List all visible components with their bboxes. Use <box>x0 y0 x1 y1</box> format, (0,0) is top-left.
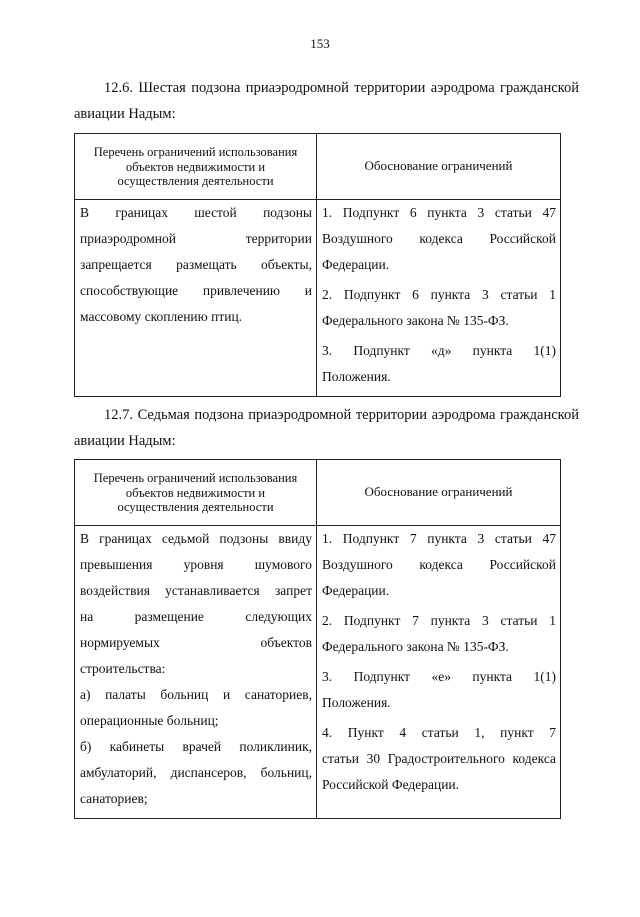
page-number: 153 <box>310 36 330 51</box>
restriction-line: а) палаты больниц и санаториев, <box>80 687 312 702</box>
restriction-line: строительства: <box>80 661 166 676</box>
justification-item <box>322 608 556 660</box>
restrictions-table-12-7 <box>74 459 561 819</box>
justification-line: Положения. <box>322 695 391 710</box>
justification-cell <box>317 200 561 397</box>
heading-line: авиации Надым: <box>74 106 176 122</box>
restriction-line: нормируемых объектов <box>80 635 312 650</box>
justification-line: Федерации. <box>322 583 390 598</box>
justification-line: Российской Федерации. <box>322 777 460 792</box>
restriction-line: способствующие привлечению и <box>80 283 312 298</box>
column-header-justification: Обоснование ограничений <box>317 134 561 200</box>
justification-cell <box>317 526 561 819</box>
justification-line: Положения. <box>322 369 391 384</box>
restriction-line: б) кабинеты врачей поликлиник, <box>80 739 312 754</box>
justification-line: 3. Подпункт «е» пункта 1(1) <box>322 669 556 684</box>
restriction-line: операционные больниц; <box>80 713 219 728</box>
justification-line: Воздушного кодекса Российской <box>322 231 556 246</box>
justification-item <box>322 664 556 716</box>
justification-line: 3. Подпункт «д» пункта 1(1) <box>322 343 556 358</box>
restriction-line: воздействия устанавливается запрет <box>80 583 312 598</box>
justification-line: статьи 30 Градостроительного кодекса <box>322 751 556 766</box>
restriction-line: превышения уровня шумового <box>80 557 312 572</box>
column-header-justification: Обоснование ограничений <box>317 460 561 526</box>
justification-line: Федерального закона № 135-ФЗ. <box>322 639 509 654</box>
justification-line: 2. Подпункт 6 пункта 3 статьи 1 <box>322 287 556 302</box>
restriction-line: запрещается размещать объекты, <box>80 257 312 272</box>
justification-item <box>322 338 556 390</box>
restriction-line: В границах шестой подзоны <box>80 205 312 220</box>
justification-line: 1. Подпункт 6 пункта 3 статьи 47 <box>322 205 556 220</box>
section-heading-12-7 <box>74 402 579 454</box>
restrictions-cell <box>75 526 317 819</box>
column-header-restrictions: Перечень ограничений использования объектов недвижимости и осуществления деятельности <box>75 134 317 200</box>
restriction-line: санаториев; <box>80 791 148 806</box>
restriction-line: массовому скоплению птиц. <box>80 309 243 324</box>
column-header-restrictions: Перечень ограничений использования объектов недвижимости и осуществления деятельности <box>75 460 317 526</box>
justification-item <box>322 720 556 798</box>
justification-item <box>322 200 556 278</box>
justification-line: 4. Пункт 4 статьи 1, пункт 7 <box>322 725 556 740</box>
section-heading-12-6 <box>74 75 579 127</box>
heading-line: 12.6. Шестая подзона приаэродромной территории аэродрома гражданской <box>104 80 579 96</box>
restriction-line: В границах седьмой подзоны ввиду <box>80 531 312 546</box>
justification-line: Воздушного кодекса Российской <box>322 557 556 572</box>
justification-line: 2. Подпункт 7 пункта 3 статьи 1 <box>322 613 556 628</box>
restriction-line: амбулаторий, диспансеров, больниц, <box>80 765 312 780</box>
justification-item <box>322 526 556 604</box>
heading-line: 12.7. Седьмая подзона приаэродромной территории аэродрома гражданской <box>104 407 579 423</box>
restriction-line: на размещение следующих <box>80 609 312 624</box>
restriction-line: приаэродромной территории <box>80 231 312 246</box>
restrictions-table-12-6 <box>74 133 561 397</box>
justification-line: Федерации. <box>322 257 390 272</box>
justification-line: Федерального закона № 135-ФЗ. <box>322 313 509 328</box>
justification-line: 1. Подпункт 7 пункта 3 статьи 47 <box>322 531 556 546</box>
justification-item <box>322 282 556 334</box>
restrictions-cell <box>75 200 317 397</box>
heading-line: авиации Надым: <box>74 433 176 449</box>
